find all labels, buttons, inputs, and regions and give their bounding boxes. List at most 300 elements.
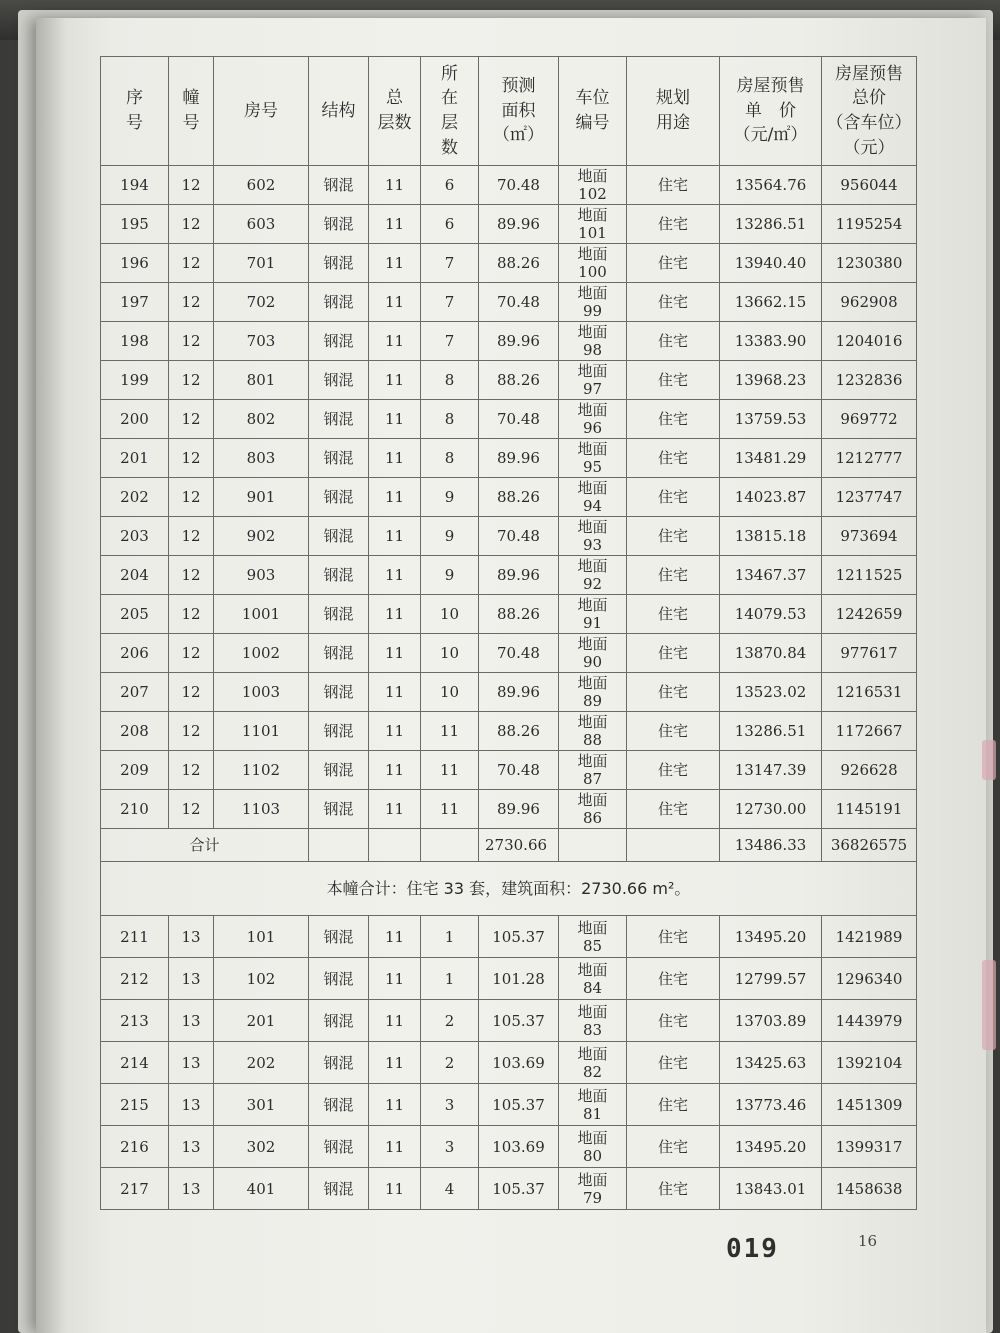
parking-cell	[559, 517, 627, 556]
table-row	[101, 712, 917, 751]
parking-number: 79	[582, 1188, 603, 1207]
table-cell: 962908	[822, 283, 917, 322]
table-cell	[309, 829, 369, 862]
table-header	[101, 57, 917, 166]
table-cell: 13467.37	[720, 556, 822, 595]
column-header	[369, 57, 421, 166]
table-cell: 12	[169, 205, 214, 244]
table-cell: 1	[421, 958, 479, 1000]
parking-type: 地面	[577, 479, 608, 497]
table-cell: 70.48	[479, 634, 559, 673]
table-cell: 11	[369, 595, 421, 634]
table-cell: 钢混	[309, 673, 369, 712]
table-cell: 201	[101, 439, 169, 478]
table-cell: 216	[101, 1126, 169, 1168]
parking-cell	[559, 361, 627, 400]
table-cell: 103.69	[479, 1042, 559, 1084]
table-cell: 13	[169, 916, 214, 958]
parking-cell	[559, 634, 627, 673]
table-cell: 12	[169, 322, 214, 361]
table-cell: 11	[369, 634, 421, 673]
table-cell: 13425.63	[720, 1042, 822, 1084]
column-header-line: （元）	[843, 137, 895, 158]
table-cell: 钢混	[309, 283, 369, 322]
total-price: 36826575	[822, 829, 917, 862]
table-cell: 202	[101, 478, 169, 517]
parking-type: 地面	[577, 1128, 608, 1147]
table-cell: 住宅	[627, 790, 720, 829]
table-cell: 401	[214, 1168, 309, 1210]
table-cell: 12	[169, 712, 214, 751]
table-cell: 1458638	[822, 1168, 917, 1210]
table-cell: 7	[421, 244, 479, 283]
table-cell: 802	[214, 400, 309, 439]
column-header-line: 序	[126, 88, 143, 109]
table-cell: 3	[421, 1084, 479, 1126]
parking-type: 地面	[577, 1170, 608, 1189]
table-cell: 住宅	[627, 478, 720, 517]
table-cell: 198	[101, 322, 169, 361]
table-cell: 206	[101, 634, 169, 673]
table-cell: 钢混	[309, 205, 369, 244]
table-cell: 住宅	[627, 1084, 720, 1126]
table-cell: 901	[214, 478, 309, 517]
table-cell: 973694	[822, 517, 917, 556]
table-cell: 88.26	[479, 712, 559, 751]
table-cell: 211	[101, 916, 169, 958]
table-cell: 11	[369, 790, 421, 829]
table-cell: 住宅	[627, 673, 720, 712]
table-cell: 1204016	[822, 322, 917, 361]
table-cell: 13662.15	[720, 283, 822, 322]
parking-cell	[559, 751, 627, 790]
table-cell: 11	[369, 244, 421, 283]
table-row	[101, 790, 917, 829]
parking-cell	[559, 283, 627, 322]
table-cell: 3	[421, 1126, 479, 1168]
parking-number: 95	[582, 458, 603, 476]
parking-number: 86	[582, 809, 603, 827]
parking-type: 地面	[577, 323, 608, 341]
table-cell: 13773.46	[720, 1084, 822, 1126]
table-cell: 12	[169, 283, 214, 322]
table-cell: 13495.20	[720, 1126, 822, 1168]
column-header-line: 数	[441, 137, 458, 158]
parking-number: 91	[582, 614, 603, 632]
table-cell: 13	[169, 1000, 214, 1042]
table-cell: 200	[101, 400, 169, 439]
table-cell: 10	[421, 673, 479, 712]
table-cell: 208	[101, 712, 169, 751]
table-cell: 11	[369, 712, 421, 751]
table-cell: 8	[421, 439, 479, 478]
column-header-line: 面积	[501, 100, 536, 121]
table-cell: 88.26	[479, 478, 559, 517]
parking-type: 地面	[577, 1044, 608, 1063]
parking-type: 地面	[577, 674, 608, 692]
table-cell: 70.48	[479, 166, 559, 205]
table-cell: 196	[101, 244, 169, 283]
table-cell: 钢混	[309, 1168, 369, 1210]
parking-cell	[559, 1168, 627, 1210]
table-row	[101, 916, 917, 958]
total-label: 合计	[101, 829, 309, 862]
table-cell: 13843.01	[720, 1168, 822, 1210]
red-tab-mark	[982, 740, 996, 780]
column-header-line: 所	[441, 63, 458, 84]
parking-type: 地面	[577, 596, 608, 614]
table-cell: 住宅	[627, 556, 720, 595]
parking-type: 地面	[577, 284, 608, 302]
table-cell: 钢混	[309, 790, 369, 829]
table-cell: 住宅	[627, 283, 720, 322]
column-header-line: 结构	[321, 100, 356, 121]
table-cell: 1211525	[822, 556, 917, 595]
column-header-line: 规划	[656, 88, 690, 109]
table-cell: 969772	[822, 400, 917, 439]
column-header	[169, 57, 214, 166]
table-cell: 钢混	[309, 1042, 369, 1084]
table-cell: 8	[421, 361, 479, 400]
table-cell: 11	[369, 1168, 421, 1210]
table-cell: 12	[169, 634, 214, 673]
table-cell: 11	[369, 751, 421, 790]
table-cell: 215	[101, 1084, 169, 1126]
table-cell: 14023.87	[720, 478, 822, 517]
table-cell: 钢混	[309, 517, 369, 556]
table-cell: 9	[421, 556, 479, 595]
parking-type: 地面	[577, 1086, 608, 1105]
table-cell: 89.96	[479, 556, 559, 595]
table-cell: 11	[369, 283, 421, 322]
table-cell: 1	[421, 916, 479, 958]
table-cell: 89.96	[479, 205, 559, 244]
table-cell: 钢混	[309, 244, 369, 283]
table-cell: 12	[169, 166, 214, 205]
table-cell: 195	[101, 205, 169, 244]
table-cell: 11	[369, 322, 421, 361]
parking-cell	[559, 556, 627, 595]
table-row	[101, 400, 917, 439]
table-cell: 102	[214, 958, 309, 1000]
column-header-line: 层	[441, 113, 458, 133]
table-cell: 11	[369, 1126, 421, 1168]
parking-type: 地面	[577, 401, 608, 419]
parking-cell	[559, 916, 627, 958]
table-cell: 13481.29	[720, 439, 822, 478]
table-cell: 13703.89	[720, 1000, 822, 1042]
parking-number: 97	[582, 380, 603, 398]
column-header	[822, 57, 917, 166]
table-cell: 89.96	[479, 439, 559, 478]
table-cell: 11	[369, 673, 421, 712]
table-cell: 13759.53	[720, 400, 822, 439]
parking-number: 98	[582, 341, 603, 359]
table-cell: 12	[169, 556, 214, 595]
table-cell: 13	[169, 1084, 214, 1126]
table-cell: 210	[101, 790, 169, 829]
table-cell: 70.48	[479, 517, 559, 556]
red-seal-mark	[982, 960, 996, 1050]
table-cell: 6	[421, 166, 479, 205]
table-cell: 13564.76	[720, 166, 822, 205]
table-cell: 12	[169, 790, 214, 829]
page-binding-shadow	[36, 18, 66, 1333]
table-cell: 住宅	[627, 244, 720, 283]
table-cell: 住宅	[627, 751, 720, 790]
column-header	[214, 57, 309, 166]
table-cell: 1296340	[822, 958, 917, 1000]
table-cell: 12	[169, 244, 214, 283]
parking-type: 地面	[577, 206, 608, 224]
table-cell: 1195254	[822, 205, 917, 244]
table-cell: 钢混	[309, 595, 369, 634]
table-row	[101, 1000, 917, 1042]
table-cell: 钢混	[309, 958, 369, 1000]
table-cell: 12	[169, 361, 214, 400]
table-cell: 88.26	[479, 244, 559, 283]
parking-type: 地面	[577, 791, 608, 809]
table-cell: 13286.51	[720, 205, 822, 244]
table-cell: 199	[101, 361, 169, 400]
table-cell: 住宅	[627, 712, 720, 751]
table-cell: 13870.84	[720, 634, 822, 673]
column-header	[559, 57, 627, 166]
parking-type: 地面	[577, 167, 608, 185]
table-cell: 8	[421, 400, 479, 439]
table-row	[101, 205, 917, 244]
parking-cell	[559, 595, 627, 634]
table-cell: 926628	[822, 751, 917, 790]
table-cell: 13495.20	[720, 916, 822, 958]
column-header-line: 在	[441, 88, 458, 109]
parking-number: 93	[582, 536, 603, 554]
table-cell: 203	[101, 517, 169, 556]
table-cell: 13	[169, 1168, 214, 1210]
table-row	[101, 556, 917, 595]
table-cell: 钢混	[309, 751, 369, 790]
table-cell: 1216531	[822, 673, 917, 712]
parking-cell	[559, 1084, 627, 1126]
table-cell: 住宅	[627, 322, 720, 361]
parking-cell	[559, 958, 627, 1000]
column-header	[479, 57, 559, 166]
table-cell: 956044	[822, 166, 917, 205]
parking-cell	[559, 1042, 627, 1084]
table-cell: 住宅	[627, 1042, 720, 1084]
table-row	[101, 322, 917, 361]
header-row	[101, 57, 917, 166]
table-cell: 住宅	[627, 958, 720, 1000]
table-cell: 1003	[214, 673, 309, 712]
table-cell: 钢混	[309, 634, 369, 673]
parking-type: 地面	[577, 960, 608, 979]
table-cell: 10	[421, 634, 479, 673]
table-row	[101, 1126, 917, 1168]
table-row	[101, 1042, 917, 1084]
parking-cell	[559, 439, 627, 478]
table-cell: 12	[169, 439, 214, 478]
parking-type: 地面	[577, 1002, 608, 1021]
table-cell: 11	[369, 439, 421, 478]
table-row	[101, 673, 917, 712]
page-number: 16	[858, 1232, 878, 1250]
table-cell: 住宅	[627, 1168, 720, 1210]
table-cell: 205	[101, 595, 169, 634]
parking-type: 地面	[577, 440, 608, 458]
column-header	[627, 57, 720, 166]
table-cell: 钢混	[309, 439, 369, 478]
table-cell: 202	[214, 1042, 309, 1084]
table-cell: 1421989	[822, 916, 917, 958]
table-cell: 9	[421, 478, 479, 517]
table-cell: 7	[421, 283, 479, 322]
table-cell: 1103	[214, 790, 309, 829]
table-cell: 11	[369, 1042, 421, 1084]
parking-cell	[559, 1000, 627, 1042]
column-header-line: 总价	[852, 88, 886, 109]
parking-number: 85	[582, 936, 603, 955]
table-cell: 603	[214, 205, 309, 244]
table-cell: 1001	[214, 595, 309, 634]
column-header	[101, 57, 169, 166]
table-row	[101, 166, 917, 205]
parking-cell	[559, 478, 627, 517]
parking-type: 地面	[577, 362, 608, 380]
table-cell: 11	[369, 517, 421, 556]
column-header-line: 号	[182, 113, 200, 133]
table-cell: 12	[169, 400, 214, 439]
table-cell: 105.37	[479, 1084, 559, 1126]
table-cell: 977617	[822, 634, 917, 673]
table-cell: 11	[369, 166, 421, 205]
table-cell: 70.48	[479, 400, 559, 439]
table-cell: 7	[421, 322, 479, 361]
table-cell: 1237747	[822, 478, 917, 517]
table-cell: 105.37	[479, 916, 559, 958]
table-cell: 1101	[214, 712, 309, 751]
table-cell: 207	[101, 673, 169, 712]
table-cell: 12730.00	[720, 790, 822, 829]
table-cell: 1392104	[822, 1042, 917, 1084]
table-cell: 212	[101, 958, 169, 1000]
table-cell: 13968.23	[720, 361, 822, 400]
parking-number: 83	[582, 1020, 603, 1039]
table-cell: 213	[101, 1000, 169, 1042]
table-cell: 住宅	[627, 361, 720, 400]
table-cell: 13523.02	[720, 673, 822, 712]
table-cell: 89.96	[479, 790, 559, 829]
table-cell: 101	[214, 916, 309, 958]
total-row	[101, 829, 917, 862]
parking-number: 82	[582, 1062, 603, 1081]
table-cell: 钢混	[309, 1000, 369, 1042]
average-unit-price: 13486.33	[720, 829, 822, 862]
table-cell: 103.69	[479, 1126, 559, 1168]
parking-cell	[559, 1126, 627, 1168]
column-header-line: （元/㎡）	[733, 125, 808, 146]
table-cell: 钢混	[309, 400, 369, 439]
table-cell: 903	[214, 556, 309, 595]
table-cell: 194	[101, 166, 169, 205]
parking-number: 84	[582, 978, 603, 997]
table-cell: 钢混	[309, 712, 369, 751]
parking-cell	[559, 712, 627, 751]
parking-number: 100	[578, 263, 607, 281]
column-header-line: 房屋预售	[736, 76, 805, 97]
table-cell: 1002	[214, 634, 309, 673]
table-cell: 803	[214, 439, 309, 478]
summary-row	[101, 862, 917, 916]
table-cell: 1399317	[822, 1126, 917, 1168]
table-cell	[369, 829, 421, 862]
table-cell: 钢混	[309, 322, 369, 361]
table-cell	[627, 829, 720, 862]
parking-type: 地面	[577, 918, 608, 937]
parking-type: 地面	[577, 635, 608, 653]
parking-number: 90	[582, 653, 603, 671]
table-cell: 70.48	[479, 751, 559, 790]
table-cell: 钢混	[309, 556, 369, 595]
parking-number: 101	[578, 224, 607, 242]
parking-number: 80	[582, 1146, 603, 1165]
table-cell: 105.37	[479, 1168, 559, 1210]
table-cell: 10	[421, 595, 479, 634]
table-cell: 1232836	[822, 361, 917, 400]
table-cell: 住宅	[627, 1126, 720, 1168]
table-cell: 住宅	[627, 634, 720, 673]
table-row	[101, 595, 917, 634]
table-cell: 住宅	[627, 400, 720, 439]
parking-type: 地面	[577, 518, 608, 536]
table-row	[101, 1168, 917, 1210]
parking-cell	[559, 322, 627, 361]
table-cell: 13	[169, 1042, 214, 1084]
presale-price-table	[100, 56, 917, 1210]
column-header-line: 层数	[377, 113, 412, 133]
table-cell: 88.26	[479, 595, 559, 634]
table-cell: 217	[101, 1168, 169, 1210]
table-cell: 1242659	[822, 595, 917, 634]
parking-number: 94	[582, 497, 603, 515]
building-summary-text: 本幢合计：住宅 33 套，建筑面积：2730.66 m²。	[101, 862, 917, 916]
parking-cell	[559, 673, 627, 712]
table-row	[101, 361, 917, 400]
table-cell: 13286.51	[720, 712, 822, 751]
table-row	[101, 958, 917, 1000]
column-header-line: 房号	[244, 100, 278, 121]
table-cell: 12	[169, 595, 214, 634]
table-cell: 钢混	[309, 1084, 369, 1126]
table-cell: 11	[369, 205, 421, 244]
parking-number: 88	[582, 731, 603, 749]
column-header-line: 车位	[575, 88, 610, 109]
column-header-line: 幢	[182, 88, 200, 109]
table-cell: 4	[421, 1168, 479, 1210]
table-row	[101, 634, 917, 673]
table-cell: 701	[214, 244, 309, 283]
table-cell: 14079.53	[720, 595, 822, 634]
table-cell: 197	[101, 283, 169, 322]
parking-cell	[559, 400, 627, 439]
table-cell: 钢混	[309, 361, 369, 400]
column-header-line: 用途	[656, 113, 690, 133]
column-header-line: 号	[126, 113, 143, 133]
table-cell: 13383.90	[720, 322, 822, 361]
parking-number: 92	[582, 575, 603, 593]
table-cell: 89.96	[479, 673, 559, 712]
table-cell: 9	[421, 517, 479, 556]
